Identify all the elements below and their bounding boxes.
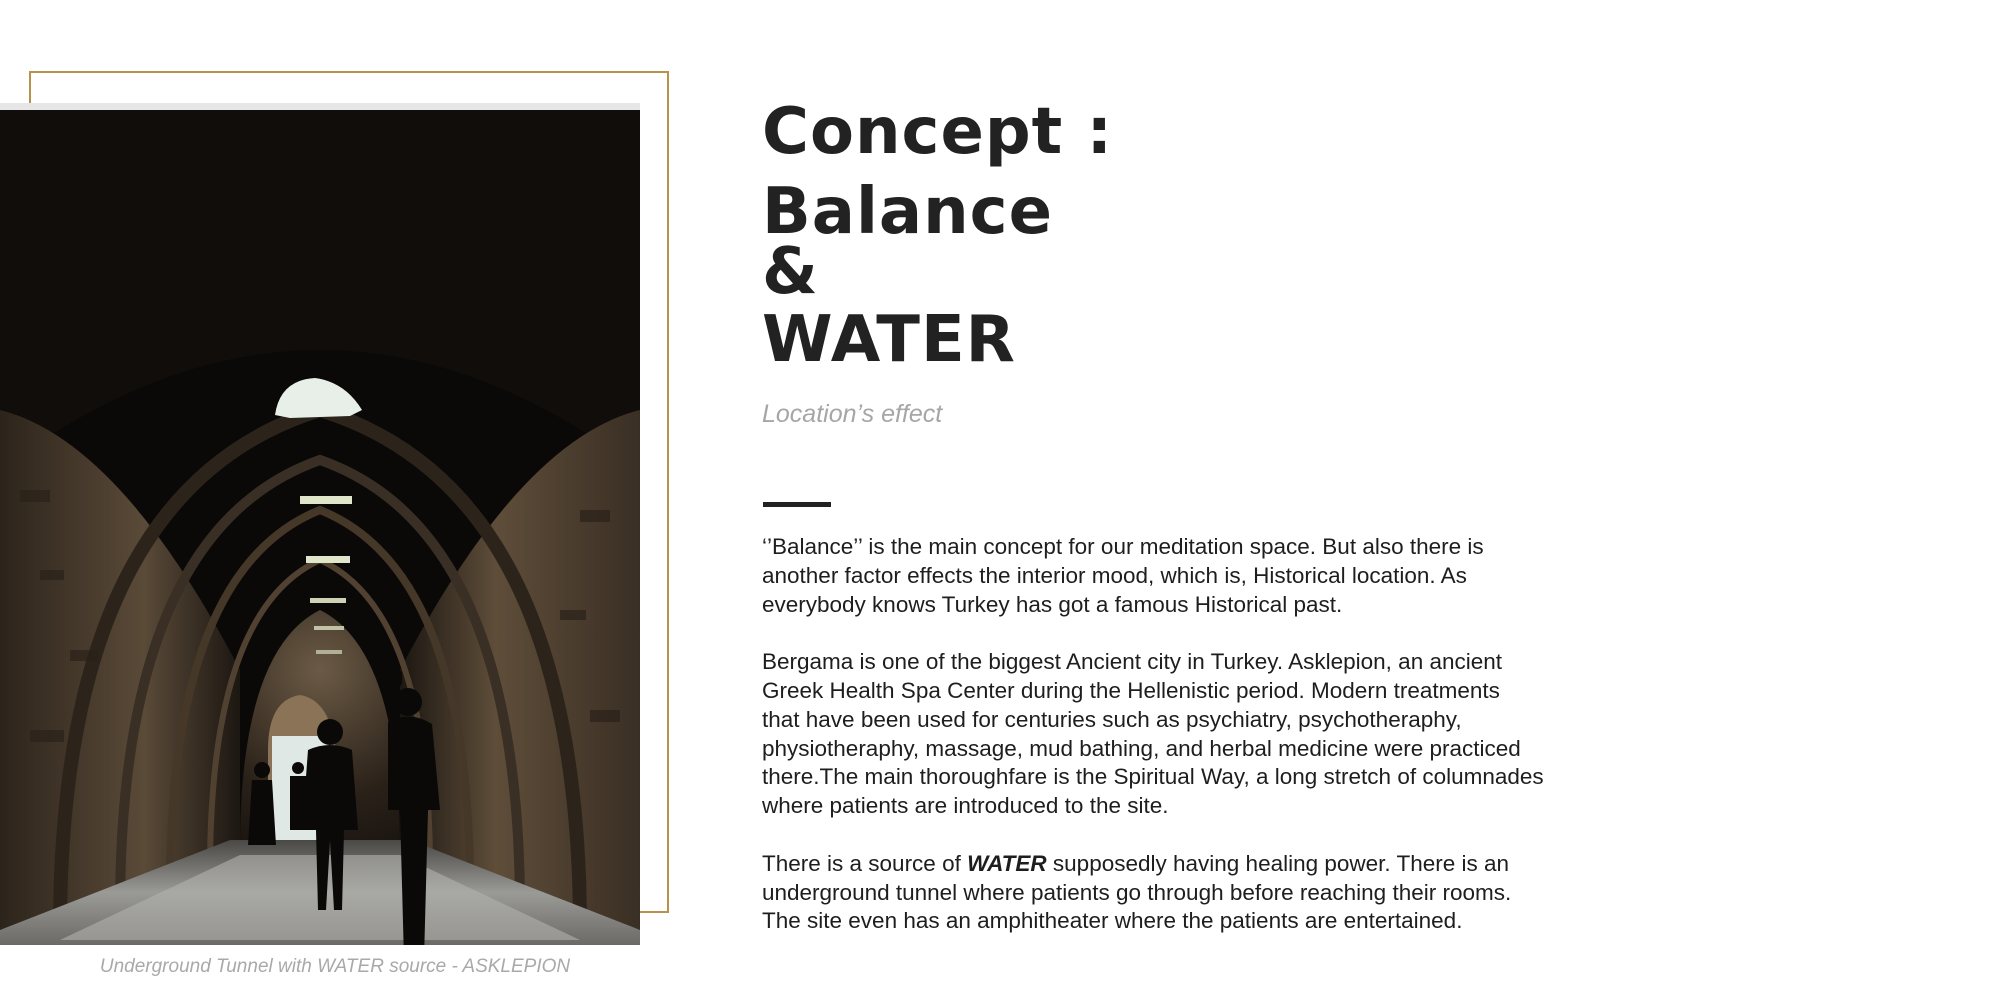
text-segment: There is a source of: [762, 850, 968, 876]
text-line: The site even has an amphitheater where the patients are entertained.: [762, 908, 1463, 934]
title-line-concept: Concept :: [762, 95, 1114, 169]
text-line: physiotheraphy, massage, mud bathing, and herbal medicine were practiced: [762, 735, 1521, 761]
body-text: [762, 533, 1622, 965]
paragraph-water: [762, 850, 1622, 936]
paragraph-bergama: [762, 648, 1622, 821]
text-line: that have been used for centuries such as psychiatry, psychotheraphy,: [762, 706, 1462, 732]
text-line: ‘’Balance’’ is the main concept for our meditation space. But also there is: [762, 534, 1484, 559]
text-line: another factor effects the interior mood, which is, Historical location. As: [762, 562, 1467, 588]
text-line: underground tunnel where patients go through before reaching their rooms.: [762, 879, 1512, 905]
text-line: there.The main thoroughfare is the Spiritual Way, a long stretch of columnades: [762, 764, 1544, 790]
text-line: Bergama is one of the biggest Ancient city in Turkey. Asklepion, an ancient: [762, 649, 1503, 675]
title-line-ampersand: &: [762, 235, 819, 309]
text-segment: supposedly having healing power. There is an: [1046, 850, 1510, 876]
text-line: Greek Health Spa Center during the Hellenistic period. Modern treatments: [762, 677, 1500, 703]
water-emphasis: WATER: [967, 850, 1047, 876]
photo-caption: Underground Tunnel with WATER source - ASKLEPION: [99, 956, 571, 977]
text-line: [762, 850, 1622, 879]
text-line: where patients are introduced to the site.: [762, 793, 1169, 819]
text-line: everybody knows Turkey has got a famous Historical past.: [762, 591, 1343, 617]
subtitle: Location’s effect: [762, 400, 943, 428]
title-line-water: WATER: [762, 303, 1016, 377]
tunnel-photo: [0, 110, 640, 945]
divider: [763, 502, 831, 507]
title-line-balance: Balance: [762, 175, 1053, 249]
paragraph-balance: [762, 533, 1622, 619]
